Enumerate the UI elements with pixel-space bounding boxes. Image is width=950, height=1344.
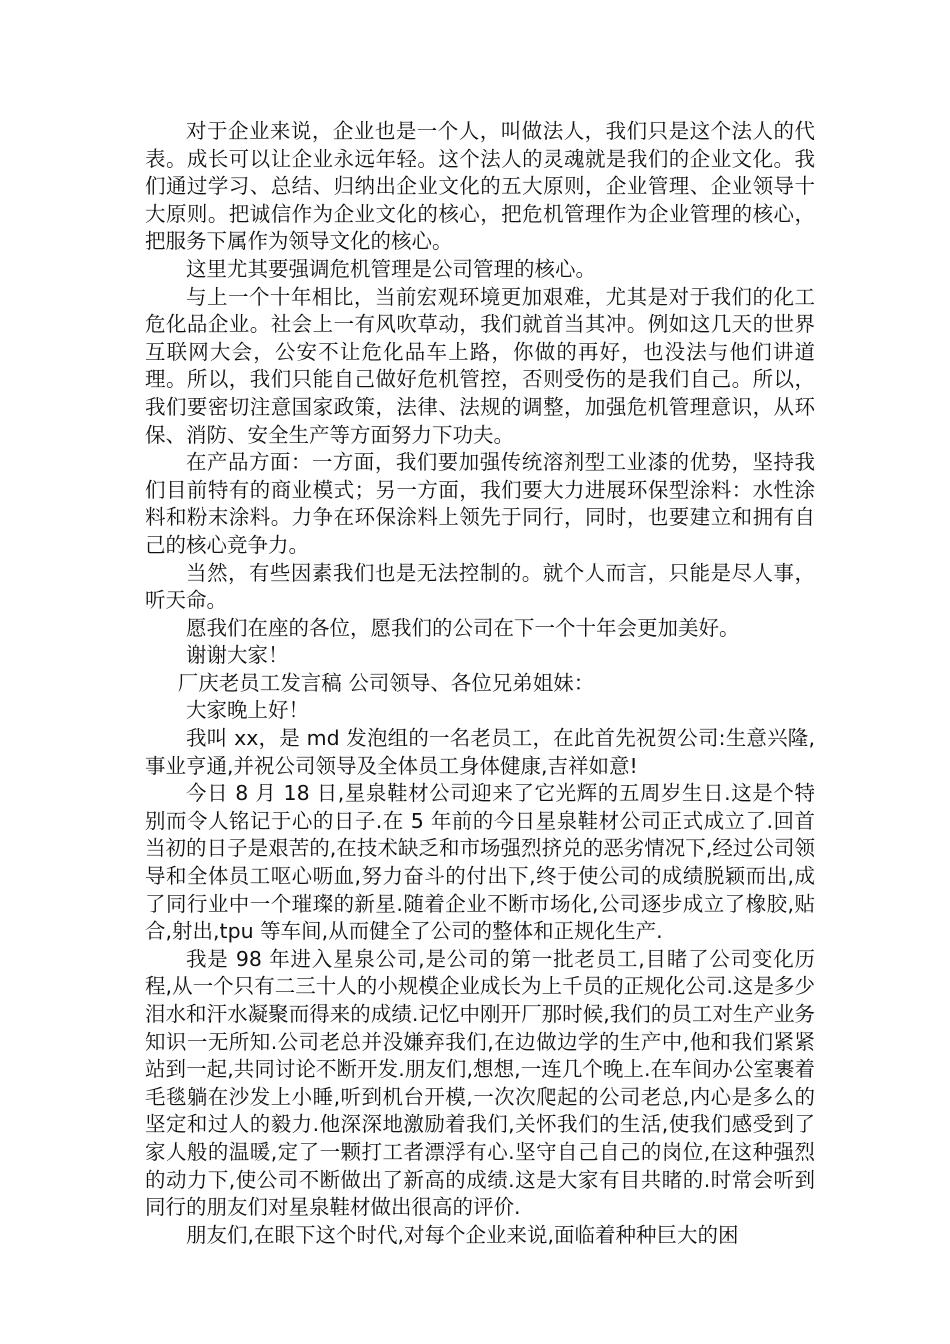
paragraph-anniversary: 今日 8 月 18 日,星泉鞋材公司迎来了它光辉的五周岁生日.这是个特别而令人铭记于心的日子.在 5 年前的今日星泉鞋材公司正式成立了.回首当初的日子是艰苦的,在技术缺乏和市场强烈挤兑的恶劣情况下,经过公司领导和全体员工呕心呖血,努力奋斗的付出下,终于使公司的成绩脱颖而出,成了同行业中一个璀璨的新星.随着企业不断市场化,公司逐步成立了橡胶,贴合,射出,tpu 等车间,从而健全了公司的整体和正规化生产. [145,781,815,944]
document-page [145,118,815,1249]
paragraph-enterprise-culture: 对于企业来说，企业也是一个人，叫做法人，我们只是这个法人的代表。成长可以让企业永远年轻。这个法人的灵魂就是我们的企业文化。我们通过学习、总结、归纳出企业文化的五大原则，企业管理、企业领导十大原则。把诚信作为企业文化的核心，把危机管理作为企业管理的核心，把服务下属作为领导文化的核心。 [145,119,815,254]
paragraph-products: 在产品方面：一方面，我们要加强传统溶剂型工业漆的优势，坚持我们目前特有的商业模式；另一方面，我们要大力进展环保型涂料：水性涂料和粉末涂料。力争在环保涂料上领先于同行，同时，也要建立和拥有自己的核心竞争力。 [145,450,815,557]
paragraph-greeting: 大家晚上好！ [186,698,309,723]
paragraph-macro-environment: 与上一个十年相比，当前宏观环境更加艰难，尤其是对于我们的化工危化品企业。社会上一有风吹草动，我们就首当其冲。例如这几天的世界互联网大会，公安不让危化品车上路，你做的再好，也没法与他们讲道理。所以，我们只能自己做好危机管控，否则受伤的是我们自己。所以，我们要密切注意国家政策，法律、法规的调整，加强危机管理意识，从环保、消防、安全生产等方面努力下功夫。 [145,284,815,447]
paragraph-crisis-management: 这里尤其要强调危机管理是公司管理的核心。 [186,256,596,281]
paragraph-current-era: 朋友们,在眼下这个时代,对每个企业来说,面临着种种巨大的困 [186,1222,739,1247]
paragraph-best-wishes: 愿我们在座的各位，愿我们的公司在下一个十年会更加美好。 [186,615,740,640]
paragraph-self-introduction: 我叫 xx，是 md 发泡组的一名老员工，在此首先祝贺公司:生意兴隆,事业亨通,并祝公司领导及全体员工身体健康,吉祥如意! [145,726,815,778]
paragraph-uncontrollable-factors: 当然，有些因素我们也是无法控制的。就个人而言，只能是尽人事，听天命。 [145,560,815,613]
paragraph-thanks: 谢谢大家！ [186,643,289,668]
paragraph-history: 我是 98 年进入星泉公司,是公司的第一批老员工,目睹了公司变化历程,从一个只有二三十人的小规模企业成长为上千员的正规化公司.这是多少泪水和汗水凝聚而得来的成绩.记忆中刚开厂那时候,我们的员工对生产业务知识一无所知.公司老总并没嫌弃我们,在边做边学的生产中,他和我们紧紧站到一起,共同讨论不断开发.朋友们,想想,一连几个晚上.在车间办公室裹着毛毯躺在沙发上小睡,听到机台开模,一次次爬起的公司老总,内心是多么的坚定和过人的毅力.他深深地激励着我们,关怀我们的生活,使我们感受到了家人般的温暖,定了一颗打工者漂浮有心.坚守自己自己的岗位,在这种强烈的动力下,使公司不断做出了新高的成绩.这是大家有目共睹的.时常会听到同行的朋友们对星泉鞋材做出很高的评价. [145,946,815,1220]
speech-title: 厂庆老员工发言稿 公司领导、各位兄弟姐妹： [177,670,595,695]
